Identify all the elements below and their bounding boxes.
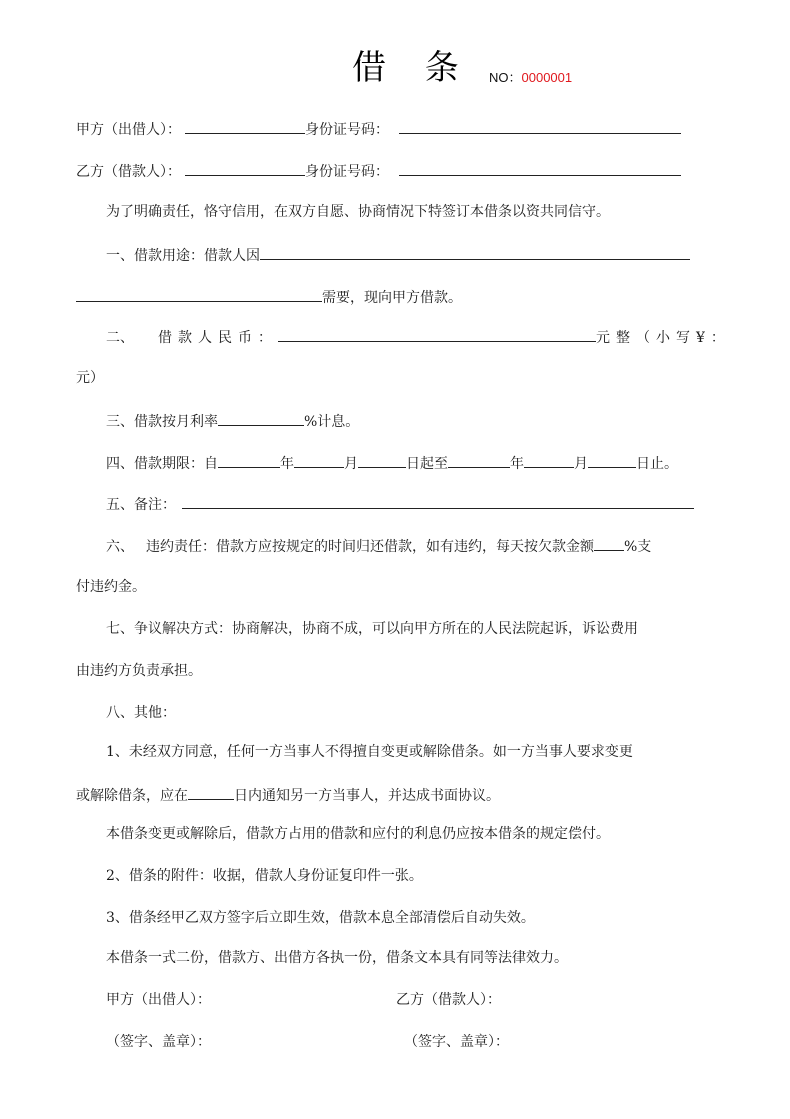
notice-days-field[interactable] [188,784,234,800]
clause-8-1-line-2 [76,784,500,806]
clause-1-text: 一、借款用途：借款人因 [106,248,260,264]
intro-paragraph: 为了明确责任，恪守信用，在双方自愿、协商情况下特签订本借条以资共同信守。 [106,204,610,220]
month-label: 月 [344,456,358,472]
clause-8-heading: 八、其他： [106,705,176,721]
remarks-field[interactable] [182,493,694,509]
lender-label: 甲方（出借人）： [76,122,181,138]
clause-8-3: 3、借条经甲乙双方签字后立即生效，借款本息全部清偿后自动失效。 [106,910,535,926]
loan-purpose-field[interactable] [260,244,690,260]
loan-purpose-field-2[interactable] [76,286,322,302]
clause-1-line-2 [76,286,462,308]
to-day-label: 日止。 [636,456,678,472]
year-label: 年 [280,456,294,472]
year-label: 年 [510,456,524,472]
clause-8-note: 本借条变更或解除后，借款方占用的借款和应付的利息仍应按本借条的规定偿付。 [106,826,610,842]
start-day-field[interactable] [358,452,406,468]
from-day-label: 日起至 [406,456,448,472]
clause-8-1-line-1: 1、未经双方同意，任何一方当事人不得擅自变更或解除借条。如一方当事人要求变更 [106,744,633,760]
lender-id-field[interactable] [399,118,681,134]
borrower-label: 乙方（借款人）： [76,164,181,180]
clause-8-1-suffix: 日内通知另一方当事人，并达成书面协议。 [234,788,500,804]
lender-sign-seal[interactable]: （签字、盖章）： [106,1034,211,1050]
lender-name-field[interactable] [185,118,305,134]
document-number-value: 0000001 [521,70,573,85]
borrower-sign-seal[interactable]: （签字、盖章）： [404,1034,509,1050]
borrower-line [76,160,681,182]
penalty-rate-field[interactable] [594,535,624,551]
clause-4-text: 四、借款期限：自 [106,456,218,472]
clause-1-text-2: 需要，现向甲方借款。 [322,290,462,306]
clause-2-suffix: 元整（小写¥： [596,330,731,346]
clause-2-line-1 [106,326,731,348]
clause-7-line-2: 由违约方负责承担。 [76,663,202,679]
clause-6-line-1 [106,535,651,557]
lender-id-label: 身份证号码： [305,122,389,138]
clause-2-label: 借款人民币： [158,330,278,346]
clause-1-line-1 [106,244,690,266]
clause-4-line [106,452,678,474]
clause-3-suffix: %计息。 [304,414,360,430]
month-label: 月 [574,456,588,472]
clause-3-line [106,410,359,432]
clause-2-prefix: 二、 [106,330,134,346]
start-month-field[interactable] [294,452,344,468]
clause-6-prefix: 六、 [106,539,134,555]
lender-signature-label: 甲方（出借人）： [106,992,211,1008]
clause-5-line [106,493,694,515]
borrower-id-label: 身份证号码： [305,164,389,180]
borrower-id-field[interactable] [399,160,681,176]
clause-6-line-2: 付违约金。 [76,579,146,595]
clause-3-text: 三、借款按月利率 [106,414,218,430]
clause-2-line-2: 元） [76,370,104,386]
amount-words-field[interactable] [278,326,596,342]
document-number [489,67,572,86]
lender-line [76,118,681,140]
clause-6-suffix: %支 [624,539,652,555]
document-number-label: NO： [489,70,522,85]
end-month-field[interactable] [524,452,574,468]
borrower-signature-label: 乙方（借款人）： [396,992,501,1008]
clause-8-2: 2、借条的附件：收据，借款人身份证复印件一张。 [106,868,423,884]
interest-rate-field[interactable] [218,410,304,426]
clause-8-1-text: 或解除借条，应在 [76,788,188,804]
copies-statement: 本借条一式二份，借款方、出借方各执一份，借条文本具有同等法律效力。 [106,950,568,966]
document-title: 借 条 [352,48,473,88]
end-year-field[interactable] [448,452,510,468]
end-day-field[interactable] [588,452,636,468]
clause-7-line-1: 七、争议解决方式：协商解决，协商不成，可以向甲方所在的人民法院起诉，诉讼费用 [106,621,638,637]
clause-5-text: 五、备注： [106,497,176,513]
clause-6-text: 违约责任：借款方应按规定的时间归还借款，如有违约，每天按欠款金额 [146,539,594,555]
borrower-name-field[interactable] [185,160,305,176]
start-year-field[interactable] [218,452,280,468]
